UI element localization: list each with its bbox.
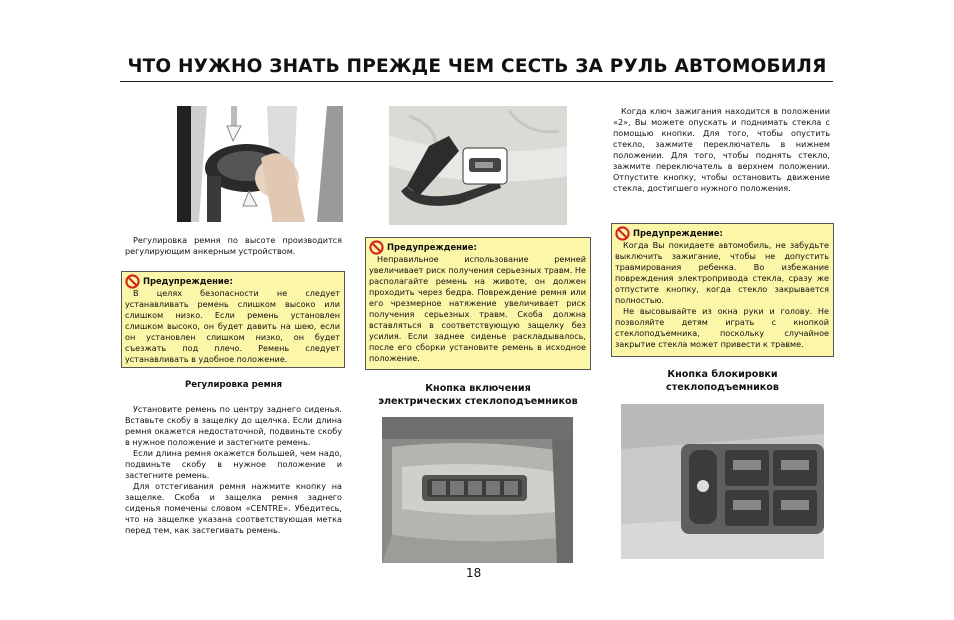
lock-button-heading (611, 368, 834, 394)
heading-line: электрических стеклоподъемников (378, 396, 578, 407)
warning-text: В целях безопасности не следует устанавливать ремень слишком высоко или слишком низко. Если ремень установлен слишком высоко, он будет давить на шею, если он установлен слишком низко, он будет съезжать под плечо. Ремень следует устанавливать в удобное положение. (125, 288, 340, 364)
page-number: 18 (466, 566, 482, 580)
section-heading: Регулировка ремня (184, 380, 283, 390)
paragraph: Если длина ремня окажется большей, чем надо, подвиньте скобу в нужное положение и застегните ремень. (125, 448, 342, 480)
adjust-caption (125, 235, 342, 257)
warning-box-3 (611, 223, 834, 357)
warning-heading-text: Предупреждение: (143, 276, 233, 286)
no-entry-icon (615, 226, 630, 241)
warning-text: Не высовывайте из окна руки и голову. Не позволяйте детям играть с кнопкой стеклоподъемника, поскольку случайное закрытие стекла может привести к травме. (615, 306, 829, 349)
warning-heading (125, 274, 340, 288)
belt-anchor-photo (177, 106, 343, 222)
title-rule (120, 81, 833, 82)
warning-heading-text: Предупреждение: (387, 242, 477, 252)
no-entry-icon (369, 240, 384, 255)
warning-box-1 (121, 271, 345, 368)
window-intro (613, 106, 830, 194)
warning-box-2 (365, 237, 591, 370)
door-panel-photo (382, 417, 573, 563)
warning-heading-text: Предупреждение: (633, 228, 723, 238)
heading-line: Кнопка блокировки (667, 369, 778, 380)
window-switch-heading (365, 382, 591, 408)
warning-text: Неправильное использование ремней увеличивает риск получения серьезных травм. Не располагайте ремень на животе, он должен проходить через бедра. Повреждение ремня или его чрезмерное натяжение увеличивает риск получения серьезных травм. Скоба должна вставляться в соответствующую защелку без усилия. Если заднее сиденье раскладывалось, после его сборки установите ремень в исходное положение. (369, 254, 586, 363)
heading-line: Кнопка включения (425, 383, 531, 394)
rear-seat-belt-photo (389, 106, 567, 225)
belt-instructions (125, 404, 342, 536)
warning-heading (369, 240, 586, 254)
paragraph: Для отстегивания ремня нажмите кнопку на защелке. Скоба и защелка ремня заднего сиденья помечены словом «CENTRE». Убедитесь, что на защелке указана соответствующая метка перед тем, как застегивать ремень. (125, 481, 342, 535)
warning-heading (615, 226, 829, 240)
warning-text: Когда Вы покидаете автомобиль, не забудьте выключить зажигание, чтобы не допустить травмирования ребенка. Во избежание повреждения электропривода стекла, сразу же отпустите кнопку, когда стекло закрывается полностью. (615, 240, 829, 305)
lock-switch-photo (621, 404, 824, 559)
adjust-caption-text: Регулировка ремня по высоте производится регулирующим анкерным устройством. (125, 235, 342, 256)
page-title: ЧТО НУЖНО ЗНАТЬ ПРЕЖДЕ ЧЕМ СЕСТЬ ЗА РУЛЬ АВТОМОБИЛЯ (127, 56, 827, 77)
intro-text: Когда ключ зажигания находится в положении «2», Вы можете опускать и поднимать стекла с помощью кнопки. Для того, чтобы опустить стекло, зажмите переключатель в нижнем положении. Для того, чтобы поднять стекло, зажмите переключатель в верхнем положении. Отпустите кнопку, чтобы остановить движение стекла, достигшего нужного положения. (613, 106, 830, 193)
paragraph: Установите ремень по центру заднего сиденья. Вставьте скобу в защелку до щелчка. Если длина ремня окажется недостаточной, подвиньте скобу в нужное положение и застегните ремень. (125, 404, 342, 447)
no-entry-icon (125, 274, 140, 289)
heading-line: стеклоподъемников (666, 382, 779, 393)
